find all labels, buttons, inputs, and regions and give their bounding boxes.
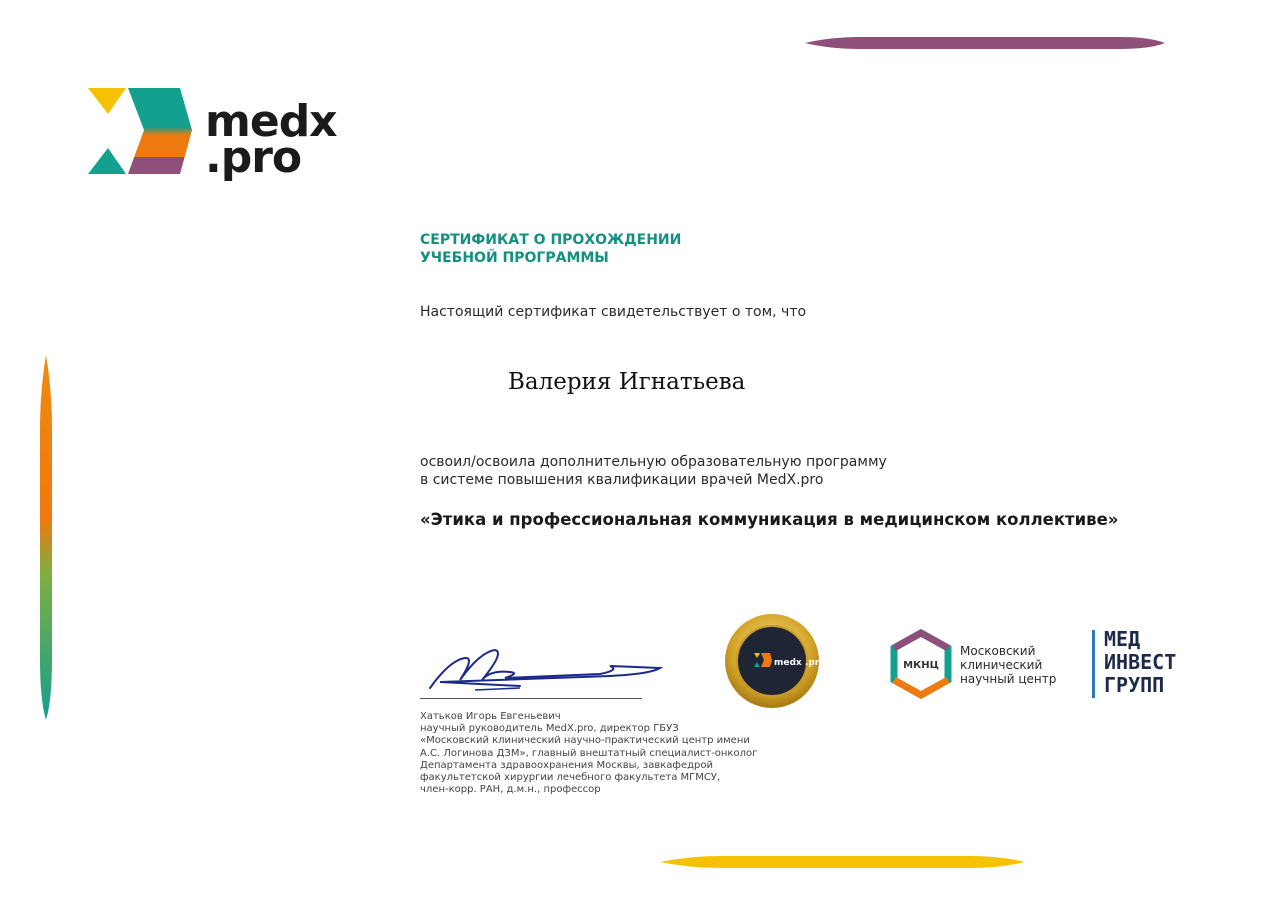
certificate-title: СЕРТИФИКАТ О ПРОХОЖДЕНИИ УЧЕБНОЙ ПРОГРАММЫ: [420, 232, 682, 266]
signer-details: Хатьков Игорь Евгеньевич научный руководитель MedX.pro, директор ГБУЗ «Московский клинический научно-практический центр имени А.С. Логинова ДЗМ», главный внештатный специалист-онколог Департамента здравоохранения Москвы, завкафедрой факультетской хирургии лечебного факультета МГМСУ, член-корр. РАН, д.м.н., профессор: [420, 711, 758, 796]
medinvest-bar: [1092, 630, 1095, 698]
svg-text:medx .pro: medx .pro: [774, 658, 826, 668]
program-title: «Этика и профессиональная коммуникация в медицинском коллективе»: [420, 510, 1119, 529]
mknc-name: Московский клинический научный центр: [960, 644, 1057, 686]
certificate-intro: Настоящий сертификат свидетельствует о том, что: [420, 304, 807, 320]
medx-logo-text: medx .pro: [205, 96, 337, 183]
svg-text:МКНЦ: МКНЦ: [903, 660, 939, 671]
mknc-logo-icon: [888, 630, 954, 698]
signature-icon: [420, 640, 670, 700]
completion-statement: освоил/освоила дополнительную образовательную программу в системе повышения квалификации врачей MedX.pro: [420, 454, 887, 488]
medinvest-logo: [1092, 628, 1182, 700]
person-name: Валерия Игнатьева: [508, 369, 746, 395]
gold-seal-icon: [724, 613, 826, 709]
signature-line: [420, 698, 642, 699]
medx-logo-mark: [86, 86, 196, 186]
medinvest-text: МЕД ИНВЕСТ ГРУПП: [1104, 627, 1177, 697]
